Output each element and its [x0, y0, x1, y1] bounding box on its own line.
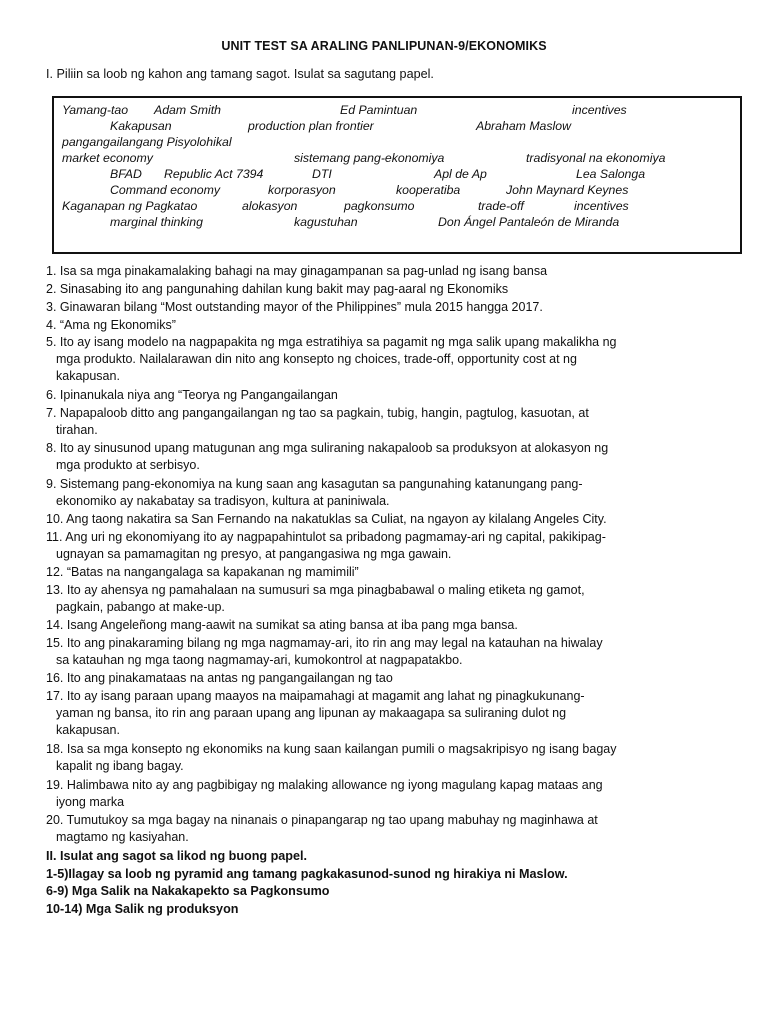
- question-text-continued: iyong marka: [56, 795, 125, 809]
- part2-item: 1-5)Ilagay sa loob ng pyramid ang tamang pagkakasunod-sunod ng hirakiya ni Maslow.: [46, 867, 568, 881]
- question-text-continued: pagkain, pabango at make-up.: [56, 600, 225, 614]
- question-text: 11. Ang uri ng ekonomiyang ito ay nagpapahintulot sa pribadong pagmamay-ari ng capital, pakikipag-: [46, 530, 606, 544]
- question-text-continued: kakapusan.: [56, 369, 120, 383]
- part2-item: 10-14) Mga Salik ng produksyon: [46, 902, 239, 916]
- question-text: 19. Halimbawa nito ay ang pagbibigay ng malaking allowance ng iyong magulang kapag mataas ang: [46, 778, 603, 792]
- question-17: [46, 688, 585, 739]
- word-box-item: Command economy: [110, 183, 221, 197]
- question-text: 20. Tumutukoy sa mga bagay na ninanais o pinapangarap ng tao upang mabuhay ng maginhawa at: [46, 813, 598, 827]
- question-text-continued: ekonomiko ay nakabatay sa tradisyon, kultura at paniniwala.: [56, 494, 390, 508]
- word-box-item: Kaganapan ng Pagkatao: [62, 199, 198, 213]
- question-14: [46, 617, 518, 634]
- word-box-item: incentives: [572, 103, 627, 117]
- question-text: 10. Ang taong nakatira sa San Fernando na nakatuklas sa Culiat, na ngayon ay kilalang Angeles City.: [46, 512, 607, 526]
- question-5: [46, 334, 617, 385]
- question-text: 2. Sinasabing ito ang pangunahing dahilan kung bakit may pag-aaral ng Ekonomiks: [46, 282, 509, 296]
- question-2: [46, 281, 508, 298]
- word-box-item: Republic Act 7394: [164, 167, 264, 181]
- word-box-item: Lea Salonga: [576, 167, 646, 181]
- word-box-item: korporasyon: [268, 183, 336, 197]
- question-1: [46, 263, 547, 280]
- question-text: 9. Sistemang pang-ekonomiya na kung saan ang kasagutan sa pangunahing katanungang pang-: [46, 477, 583, 491]
- word-box-item: Yamang-tao: [62, 103, 129, 117]
- word-box-item: trade-off: [478, 199, 524, 213]
- question-text: 15. Ito ang pinakaraming bilang ng mga nagmamay-ari, ito rin ang may legal na katauhan na hiwalay: [46, 636, 603, 650]
- question-text-continued: ugnayan sa pamamagitan ng presyo, at pangangasiwa ng mga gawain.: [56, 547, 452, 561]
- question-4: [46, 317, 176, 334]
- word-box-item: alokasyon: [242, 199, 298, 213]
- word-box-item: Ed Pamintuan: [340, 103, 418, 117]
- word-box-item: Don Ángel Pantaleón de Miranda: [438, 215, 620, 229]
- word-box-item: Apl de Ap: [434, 167, 487, 181]
- word-box-item: sistemang pang-ekonomiya: [294, 151, 445, 165]
- question-text-continued: tirahan.: [56, 423, 98, 437]
- word-box-item: pagkonsumo: [344, 199, 415, 213]
- question-20: [46, 812, 598, 846]
- part2-instruction: II. Isulat ang sagot sa likod ng buong papel.: [46, 849, 307, 863]
- question-text-continued: magtamo ng kasiyahan.: [56, 830, 189, 844]
- question-text-continued: mga produkto. Nailalarawan din nito ang konsepto ng choices, trade-off, opportunity cost at ng: [56, 352, 577, 366]
- question-text: 14. Isang Angeleñong mang-aawit na sumikat sa ating bansa at iba pang mga bansa.: [46, 618, 518, 632]
- question-6: [46, 387, 338, 404]
- question-10: [46, 511, 607, 528]
- word-box-item: kagustuhan: [294, 215, 358, 229]
- question-text: 8. Ito ay sinusunod upang matugunan ang mga suliraning nakapaloob sa produksyon at alokasyon ng: [46, 441, 609, 455]
- word-box-item: John Maynard Keynes: [506, 183, 629, 197]
- word-box-item: Abraham Maslow: [476, 119, 571, 133]
- word-box-item: market economy: [62, 151, 153, 165]
- word-box-item: kooperatiba: [396, 183, 461, 197]
- question-15: [46, 635, 603, 669]
- question-text: 1. Isa sa mga pinakamalaking bahagi na may ginagampanan sa pag-unlad ng isang bansa: [46, 264, 548, 278]
- question-13: [46, 582, 585, 616]
- question-19: [46, 777, 603, 811]
- question-text: 12. “Batas na nangangalaga sa kapakanan ng mamimili”: [46, 565, 359, 579]
- question-text: 17. Ito ay isang paraan upang maayos na maipamahagi at magamit ang lahat ng pinagkukunang-: [46, 689, 585, 703]
- question-text: 4. “Ama ng Ekonomiks”: [46, 318, 176, 332]
- question-text-continued: sa katauhan ng mga taong nagmamay-ari, kumokontrol at nagpapatakbo.: [56, 653, 463, 667]
- question-16: [46, 670, 393, 687]
- question-text-continued: yaman ng bansa, ito rin ang paraan upang ang lipunan ay makaagapa sa suliraning dulot ng: [56, 706, 567, 720]
- word-box-item: BFAD: [110, 167, 142, 181]
- question-18: [46, 741, 616, 775]
- word-box-item: Adam Smith: [154, 103, 221, 117]
- word-box: [52, 96, 742, 254]
- word-box-item: DTI: [312, 167, 332, 181]
- question-8: [46, 440, 608, 474]
- question-text: 6. Ipinanukala niya ang “Teorya ng Pangangailangan: [46, 388, 338, 402]
- word-box-item: incentives: [574, 199, 629, 213]
- question-text: 3. Ginawaran bilang “Most outstanding mayor of the Philippines” mula 2015 hangga 2017.: [46, 300, 543, 314]
- question-9: [46, 476, 583, 510]
- word-box-item: Kakapusan: [110, 119, 172, 133]
- question-11: [46, 529, 606, 563]
- word-box-item: tradisyonal na ekonomiya: [526, 151, 666, 165]
- word-box-item: pangangailangang Pisyolohikal: [62, 135, 232, 149]
- question-text: 7. Napapaloob ditto ang pangangailangan ng tao sa pagkain, tubig, hangin, pagtulog, kasuotan, at: [46, 406, 589, 420]
- part2-item: 6-9) Mga Salik na Nakakapekto sa Pagkonsumo: [46, 884, 330, 898]
- question-text: 16. Ito ang pinakamataas na antas ng pangangailangan ng tao: [46, 671, 393, 685]
- question-7: [46, 405, 589, 439]
- question-text: 18. Isa sa mga konsepto ng ekonomiks na kung saan kailangan pumili o magsakripisyo ng isang bagay: [46, 742, 617, 756]
- page-title: UNIT TEST SA ARALING PANLIPUNAN-9/EKONOMIKS: [221, 39, 547, 53]
- question-12: [46, 564, 359, 581]
- question-text-continued: kakapusan.: [56, 723, 120, 737]
- question-3: [46, 299, 543, 316]
- question-text: 13. Ito ay ahensya ng pamahalaan na sumusuri sa mga pinagbabawal o maling etiketa ng gamot,: [46, 583, 585, 597]
- question-text-continued: mga produkto at serbisyo.: [56, 458, 200, 472]
- part1-instruction: I. Piliin sa loob ng kahon ang tamang sagot. Isulat sa sagutang papel.: [46, 67, 434, 81]
- question-text: 5. Ito ay isang modelo na nagpapakita ng mga estratihiya sa pagamit ng mga salik upang makalikha ng: [46, 335, 617, 349]
- word-box-item: production plan frontier: [248, 119, 374, 133]
- question-text-continued: kapalit ng ibang bagay.: [56, 759, 184, 773]
- word-box-item: marginal thinking: [110, 215, 203, 229]
